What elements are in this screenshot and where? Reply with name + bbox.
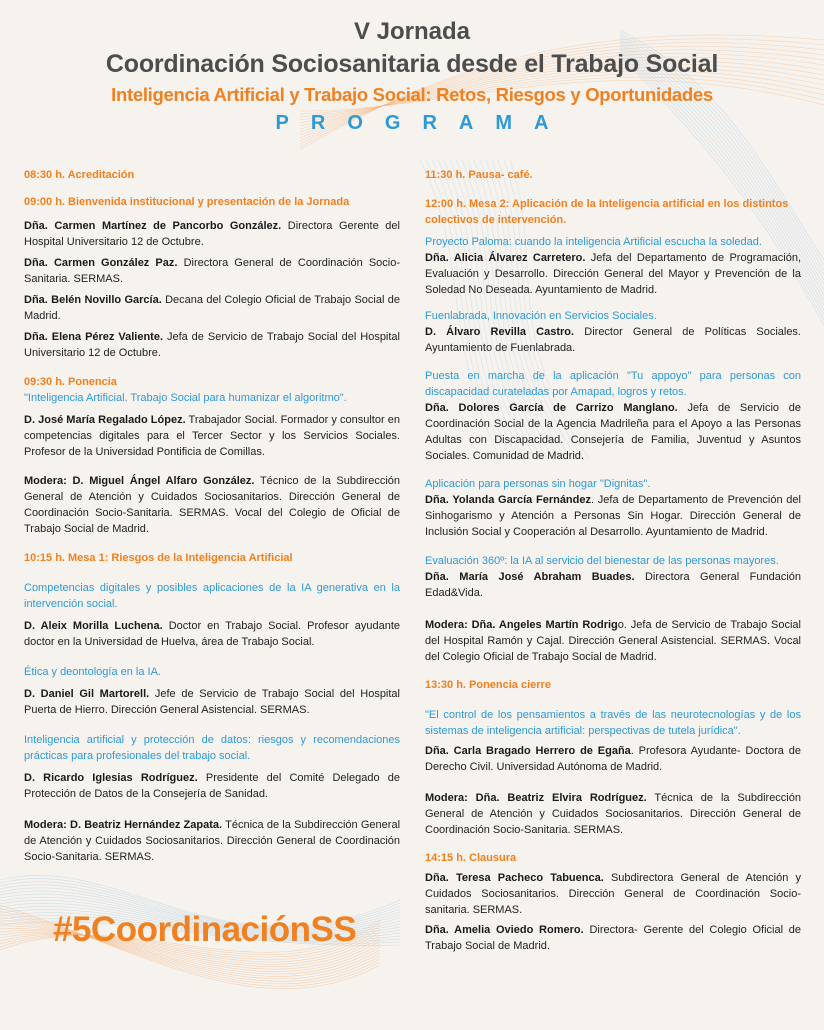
speaker-entry: [24, 686, 400, 718]
speaker-role: Doctor en Trabajo Social. Profesor ayudante doctor en la Universidad de Huelva, área de Trabajo Social.: [24, 620, 400, 648]
moderator-role: o. Jefa de Servicio de Trabajo Social del Hospital Ramón y Cajal. Dirección General Asistencial. SERMAS. Vocal del Colegio Oficial de Trabajo Social de Madrid.: [425, 619, 801, 663]
speaker-name: Dña. Elena Pérez Valiente.: [24, 331, 163, 343]
bienvenida-time: 09:00 h. Bienvenida institucional y presentación de la Jornada: [24, 196, 350, 208]
speaker-role: Directora- Gerente del Colegio Oficial de Trabajo Social de Madrid.: [425, 924, 802, 952]
speaker-name: Dña. Dolores García de Carrizo Manglano.: [425, 402, 678, 414]
clausura-time: 14:15 h. Clausura: [425, 852, 517, 864]
speaker-role: Jefa de Servicio de Trabajo Social del Hospital Universitario 12 de Octubre.: [24, 331, 400, 359]
speaker-name: D. Aleix Morilla Luchena.: [24, 620, 163, 632]
speaker-entry: [425, 492, 801, 540]
speaker-role: Presidente del Comité Delegado de Protección de Datos de la Consejería de Sanidad.: [24, 772, 400, 800]
speaker-entry: [425, 250, 801, 298]
speaker-name: Dña. María José Abraham Buades.: [425, 571, 635, 583]
moderator-entry: [24, 473, 400, 537]
speaker-entry: [24, 255, 400, 287]
speaker-name: D. José María Regalado López.: [24, 414, 186, 426]
speaker-entry: [24, 618, 400, 650]
moderator-role: Técnica de la Subdirección General de Atención y Cuidados Sociosanitarios. Dirección General de Coordinación Socio-Sanitaria. SERMAS.: [425, 792, 801, 836]
event-hashtag: #5CoordinaciónSS: [53, 910, 357, 949]
event-edition-title: V Jornada: [353, 18, 471, 45]
speaker-role: Decana del Colegio Oficial de Trabajo Social de Madrid.: [24, 294, 400, 322]
programa-heading: PROGRAMA: [275, 112, 571, 134]
moderator-role: Técnica de la Subdirección General de Atención y Cuidados Sociosanitarios. Dirección General de Coordinación Socio-Sanitaria. SERMAS.: [24, 819, 401, 863]
speaker-entry: [24, 329, 400, 361]
talk-topic: Proyecto Paloma: cuando la inteligencia Artificial escucha la soledad.: [425, 236, 762, 248]
moderator-name: Modera: Dña. Angeles Martín Rodrig: [425, 619, 618, 631]
speaker-role: Jefe de Servicio de Trabajo Social del Hospital Puerta de Hierro. Dirección General Asistencial. SERMAS.: [24, 688, 400, 716]
cierre-time: 13:30 h. Ponencia cierre: [425, 679, 551, 691]
moderator-name: Modera: D. Miguel Ángel Alfaro González.: [24, 475, 255, 487]
speaker-role: Jefa del Departamento de Programación, Evaluación y Desarrollo. Dirección General del Mayor y Prevención de la Soledad No Deseada. Ayuntamiento de Madrid.: [425, 252, 802, 296]
talk-topic: Ética y deontología en la IA.: [24, 666, 161, 678]
acreditacion-time: 08:30 h. Acreditación: [24, 169, 135, 181]
speaker-role: Jefa de Servicio de Coordinación Social de la Agencia Madrileña para el Apoyo a las Personas Adultas con Discapacidad. Consejería de Familia, Juventud y Asuntos Sociales. Comunidad de Madrid.: [425, 402, 801, 462]
speaker-name: Dña. Carmen González Paz.: [24, 257, 178, 269]
mesa2-time: 12:00 h. Mesa 2: Aplicación de la Inteligencia artificial en los distintos colectivos de intervención.: [425, 198, 789, 226]
speaker-entry: [24, 412, 400, 460]
ponencia-time: 09:30 h. Ponencia: [24, 376, 117, 388]
mesa1-time: 10:15 h. Mesa 1: Riesgos de la Inteligencia Artificial: [24, 552, 293, 564]
talk-topic: Fuenlabrada, Innovación en Servicios Sociales.: [425, 310, 657, 322]
moderator-entry: [425, 617, 801, 665]
ponencia-title: "Inteligencia Artificial. Trabajo Social para humanizar el algoritmo".: [24, 392, 347, 404]
speaker-entry: [425, 400, 801, 464]
event-subtitle: Inteligencia Artificial y Trabajo Social: Retos, Riesgos y Oportunidades: [111, 84, 713, 105]
speaker-entry: [425, 569, 801, 601]
talk-topic: Aplicación para personas sin hogar "Dignitas".: [425, 478, 651, 490]
speaker-name: Dña. Alicia Álvarez Carretero.: [425, 252, 586, 264]
cierre-title: "El control de los pensamientos a través de las neurotecnologías y de los sistemas de inteligencia artificial: perspectivas de tutela jurídica".: [425, 709, 801, 737]
speaker-role: Directora General de Coordinación Socio-Sanitaria. SERMAS.: [24, 257, 401, 285]
talk-topic: Inteligencia artificial y protección de datos: riesgos y recomendaciones prácticas para profesionales del trabajo social.: [24, 734, 400, 762]
pausa-time: 11:30 h. Pausa- café.: [425, 169, 533, 181]
speaker-name: Dña. Teresa Pacheco Tabuenca.: [425, 872, 604, 884]
header: [0, 0, 824, 137]
speaker-name: Dña. Carmen Martínez de Pancorbo González.: [24, 220, 282, 232]
speaker-entry: [24, 770, 400, 802]
speaker-role: . Jefa de Departamento de Prevención del Sinhogarismo y Atención a Personas Sin Hogar. Dirección General de Inclusión Social y Cooperación al Desarrollo. Ayuntamiento de Madrid.: [425, 494, 801, 538]
moderator-name: Modera: Dña. Beatriz Elvira Rodríguez.: [425, 792, 647, 804]
speaker-entry: [425, 922, 801, 954]
moderator-role: Técnico de la Subdirección General de Atención y Cuidados Sociosanitarios. Dirección General de Coordinación Socio-Sanitaria. SERMAS. Vocal del Colegio de Oficial de Trabajo Social de Madrid.: [24, 475, 400, 535]
talk-topic: Puesta en marcha de la aplicación "Tu appoyo" para personas con discapacidad curateladas por Amapad, logros y retos.: [425, 370, 801, 398]
speaker-name: D. Daniel Gil Martorell.: [24, 688, 150, 700]
right-column: [425, 167, 801, 954]
speaker-role: . Profesora Ayudante- Doctora de Derecho Civil. Universidad Autónoma de Madrid.: [425, 745, 801, 773]
moderator-entry: [425, 790, 801, 838]
speaker-name: Dña. Belén Novillo García.: [24, 294, 162, 306]
talk-topic: Evaluación 360º: la IA al servicio del bienestar de las personas mayores.: [425, 555, 779, 567]
speaker-entry: [425, 870, 801, 918]
speaker-entry: [425, 743, 801, 775]
left-column: [24, 167, 400, 865]
speaker-role: Subdirectora General de Atención y Cuidados Sociosanitarios. Dirección General de Coordinación Socio-sanitaria. SERMAS.: [425, 872, 801, 916]
speaker-entry: [24, 218, 400, 250]
speaker-role: Directora Gerente del Hospital Universitario 12 de Octubre.: [24, 220, 400, 248]
speaker-name: D. Ricardo Iglesias Rodríguez.: [24, 772, 198, 784]
speaker-name: D. Álvaro Revilla Castro.: [425, 326, 575, 338]
speaker-entry: [24, 292, 400, 324]
speaker-name: Dña. Carla Bragado Herrero de Egaña: [425, 745, 631, 757]
speaker-role: Directora General Fundación Edad&Vida.: [425, 571, 801, 599]
speaker-role: Director General de Políticas Sociales. Ayuntamiento de Fuenlabrada.: [425, 326, 801, 354]
speaker-role: Trabajador Social. Formador y consultor en competencias digitales para el Tercer Sector y los Servicios Sociales. Profesor de la Universidad Pontificia de Comillas.: [24, 414, 400, 458]
talk-topic: Competencias digitales y posibles aplicaciones de la IA generativa en la intervención social.: [24, 582, 400, 610]
speaker-entry: [425, 324, 801, 356]
event-title: Coordinación Sociosanitaria desde el Trabajo Social: [105, 50, 719, 78]
speaker-name: Dña. Yolanda García Fernández: [425, 494, 591, 506]
speaker-name: Dña. Amelia Oviedo Romero.: [425, 924, 584, 936]
moderator-name: Modera: D. Beatriz Hernández Zapata.: [24, 819, 223, 831]
moderator-entry: [24, 817, 400, 865]
